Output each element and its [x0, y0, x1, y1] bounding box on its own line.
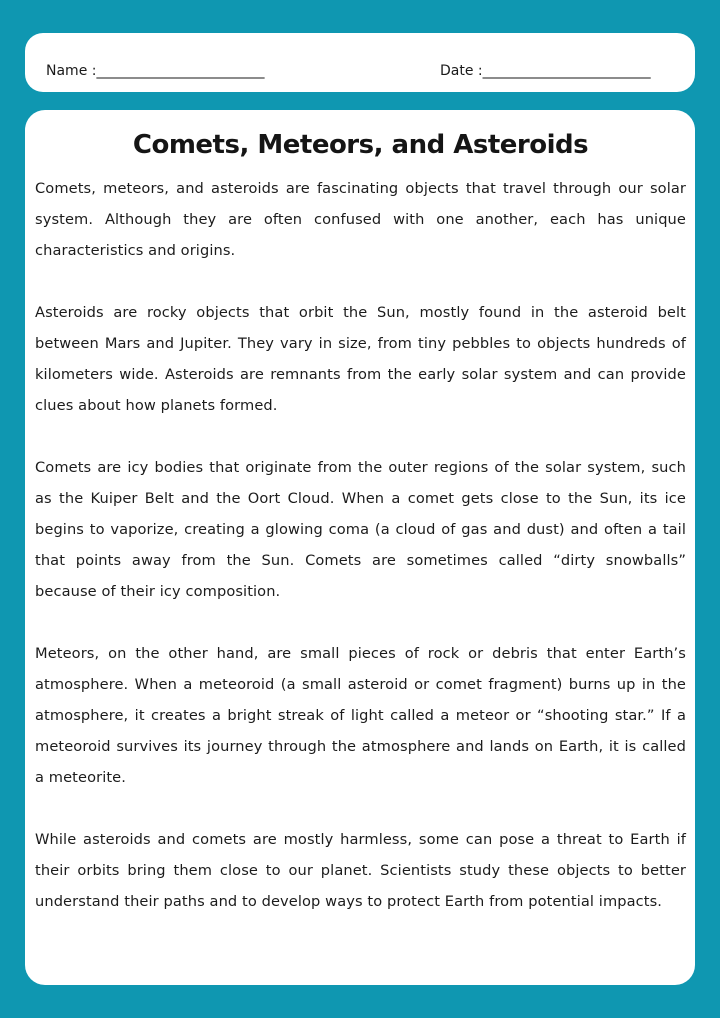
page-title: Comets, Meteors, and Asteroids — [132, 130, 589, 160]
paragraph-meteors: Meteors, on the other hand, are small pieces of rock or debris that enter Earth’s atmosphere. When a meteoroid (a small asteroid or comet fragment) burns up in the atmosphere, it creates a bright streak of light called a meteor or “shooting star.” If a meteoroid survives its journey through the atmosphere and lands on Earth, it is called a meteorite. — [35, 645, 686, 786]
paragraph-asteroids: Asteroids are rocky objects that orbit the Sun, mostly found in the asteroid belt between Mars and Jupiter. They vary in size, from tiny pebbles to objects hundreds of kilometers wide. Asteroids are remnants from the early solar system and can provide clues about how planets formed. — [35, 304, 686, 414]
date-field: Date :________________________ — [440, 63, 651, 79]
name-field: Name :________________________ — [46, 63, 265, 79]
paragraph-conclusion: While asteroids and comets are mostly harmless, some can pose a threat to Earth if their orbits bring them close to our planet. Scientists study these objects to better understand their paths and to develop ways to protect Earth from potential impacts. — [35, 831, 686, 910]
paragraph-comets: Comets are icy bodies that originate from the outer regions of the solar system, such as the Kuiper Belt and the Oort Cloud. When a comet gets close to the Sun, its ice begins to vaporize, creating a glowing coma (a cloud of gas and dust) and often a tail that points away from the Sun. Comets are sometimes called “dirty snowballs” because of their icy composition. — [35, 459, 686, 600]
article-card — [25, 110, 695, 985]
paragraph-intro: Comets, meteors, and asteroids are fascinating objects that travel through our solar system. Although they are often confused with one another, each has unique characteristics and origins. — [35, 180, 686, 259]
header-card — [25, 33, 695, 92]
